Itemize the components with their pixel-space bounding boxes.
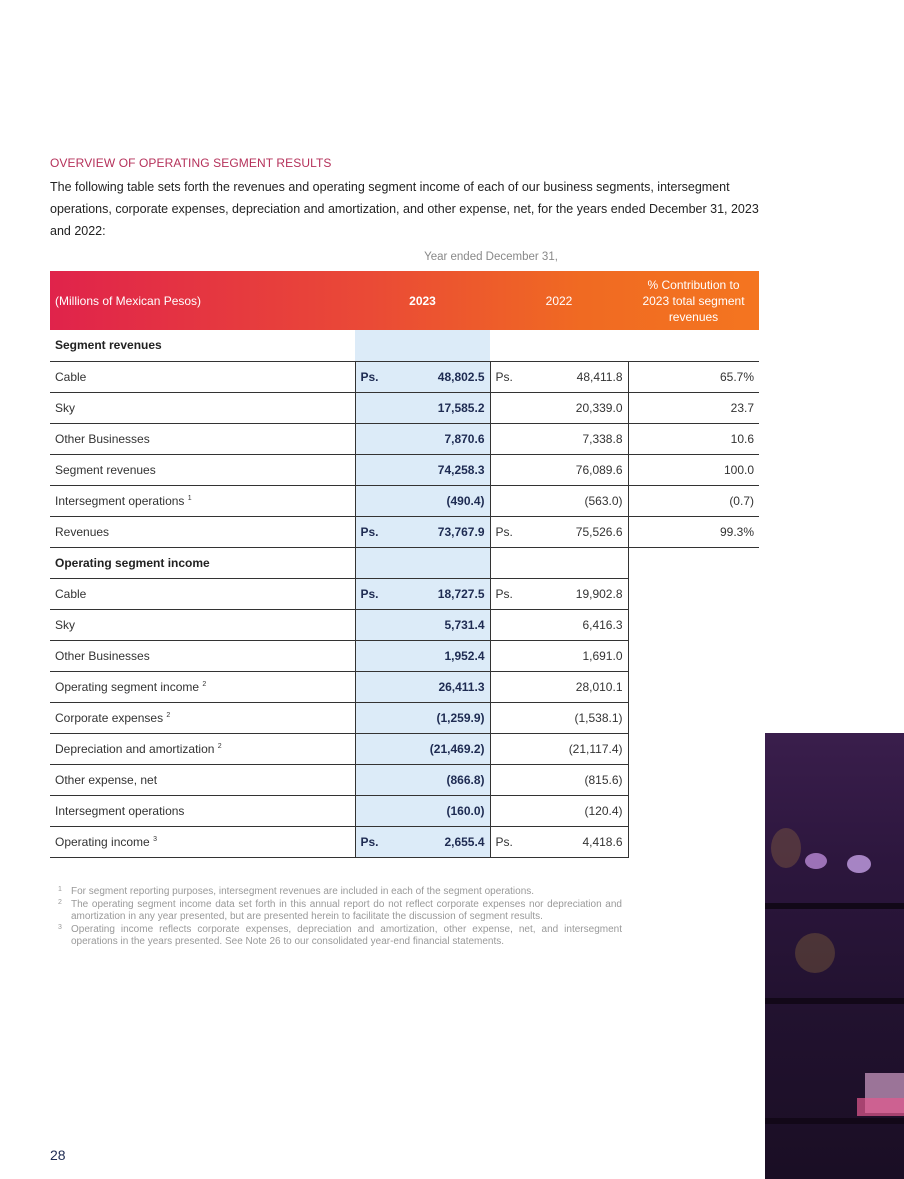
page-number: 28 (50, 1147, 66, 1163)
row-label-text: Intersegment operations (55, 493, 185, 508)
row-label (50, 795, 355, 826)
empty-cell (628, 733, 759, 764)
value-2023 (355, 454, 490, 485)
year-header: Year ended December 31, (424, 251, 558, 263)
currency-label: Ps. (360, 369, 379, 384)
empty-cell (628, 578, 759, 609)
value-2023 (355, 702, 490, 733)
value: 7,338.8 (582, 431, 623, 446)
value: 4,418.6 (582, 834, 623, 849)
empty-cell (628, 826, 759, 857)
row-label (50, 733, 355, 764)
value-2022 (490, 423, 628, 454)
currency-label: Ps. (360, 834, 379, 849)
value: 5,731.4 (444, 617, 485, 632)
footnote-text: For segment reporting purposes, intersegment revenues are included in each of the segment operations. (71, 886, 535, 897)
row-label (50, 423, 355, 454)
value-2023 (355, 578, 490, 609)
section-header-row (50, 547, 759, 578)
footnote-marker: 3 (153, 835, 157, 843)
value: 6,416.3 (582, 617, 623, 632)
contribution-value: 10.6 (628, 423, 759, 454)
value: (490.4) (446, 493, 485, 508)
value: 48,411.8 (576, 369, 623, 384)
value-2023 (355, 795, 490, 826)
currency-label: Ps. (360, 524, 379, 539)
footnote-mark: 2 (58, 898, 62, 906)
value-2022 (490, 392, 628, 423)
value-2023 (355, 392, 490, 423)
contribution-value: 100.0 (628, 454, 759, 485)
empty-cell (628, 764, 759, 795)
value-2022 (490, 826, 628, 857)
value-2023 (355, 361, 490, 392)
value: 1,691.0 (582, 648, 623, 663)
value: 28,010.1 (575, 679, 623, 694)
table-row (50, 361, 759, 392)
table-row (50, 454, 759, 485)
row-label-text: Depreciation and amortization (55, 741, 215, 756)
footnote (56, 886, 622, 899)
value: 7,870.6 (444, 431, 485, 446)
row-label-text: Revenues (55, 524, 110, 539)
decorative-photo (765, 733, 904, 1179)
row-label (50, 671, 355, 702)
table-row (50, 516, 759, 547)
value-2022 (490, 361, 628, 392)
segment-results-table (50, 271, 759, 858)
value-2023 (355, 516, 490, 547)
footnote (56, 899, 622, 924)
footnote-mark: 3 (58, 923, 62, 931)
row-label (50, 361, 355, 392)
value-2023 (355, 640, 490, 671)
value-2022 (490, 702, 628, 733)
row-label (50, 516, 355, 547)
table-row (50, 423, 759, 454)
value-2022 (490, 795, 628, 826)
section-header-row (50, 330, 759, 361)
value: (815.6) (584, 772, 623, 787)
value-2022 (490, 485, 628, 516)
footnote (56, 924, 622, 949)
currency-label: Ps. (495, 369, 513, 384)
row-label (50, 485, 355, 516)
footnotes (56, 886, 622, 949)
contribution-value: (0.7) (628, 485, 759, 516)
value: 19,902.8 (575, 586, 623, 601)
value: (120.4) (584, 803, 623, 818)
value-2022 (490, 454, 628, 485)
value-2022 (490, 516, 628, 547)
row-label (50, 454, 355, 485)
table-row (50, 733, 759, 764)
row-label-text: Corporate expenses (55, 710, 164, 725)
value: 74,258.3 (437, 462, 485, 477)
row-label (50, 764, 355, 795)
row-label (50, 392, 355, 423)
table-row (50, 764, 759, 795)
value-2023 (355, 733, 490, 764)
row-label-text: Intersegment operations (55, 803, 185, 818)
value: (21,117.4) (568, 741, 623, 756)
footnote-mark: 1 (58, 886, 62, 893)
row-label-text: Sky (55, 617, 76, 632)
table-row (50, 392, 759, 423)
contribution-value: 65.7% (628, 361, 759, 392)
table-row (50, 826, 759, 857)
row-label-text: Other Businesses (55, 648, 150, 663)
footnote-text: Operating income reflects corporate expenses, depreciation and amortization, other expense, net, and intersegment operations in the years presented. See Note 26 to our consolidated year-end financial statements. (71, 923, 622, 947)
value: (1,259.9) (436, 710, 485, 725)
row-label-text: Other expense, net (55, 772, 158, 787)
footnote-text: The operating segment income data set forth in this annual report do not reflect corporate expenses nor depreciation and amortization in any year presented, but are presented herein to facilitate the discussion of segment results. (71, 898, 622, 922)
section-title: Operating segment income (50, 547, 355, 578)
row-label-text: Operating segment income (55, 679, 200, 694)
value: 75,526.6 (575, 524, 623, 539)
section-spacer-pct (628, 330, 759, 361)
value: 18,727.5 (437, 586, 485, 601)
value-2022 (490, 764, 628, 795)
row-label (50, 826, 355, 857)
footnote-marker: 2 (217, 742, 222, 750)
intro-paragraph: The following table sets forth the revenues and operating segment income of each of our business segments, intersegment operations, corporate expenses, depreciation and amortization, and other expense, net, for the years ended December 31, 2023 and 2022: (50, 180, 759, 238)
value: 76,089.6 (575, 462, 623, 477)
table-row (50, 640, 759, 671)
row-label-text: Operating income (55, 834, 150, 849)
empty-cell (628, 640, 759, 671)
value-2023 (355, 609, 490, 640)
row-label (50, 609, 355, 640)
section-spacer-pct (628, 547, 759, 578)
contribution-value: 99.3% (628, 516, 759, 547)
value: 20,339.0 (575, 400, 623, 415)
value: 17,585.2 (437, 400, 485, 415)
table-row (50, 795, 759, 826)
section-spacer-2022 (490, 330, 628, 361)
row-label (50, 640, 355, 671)
value: 73,767.9 (437, 524, 485, 539)
value-2023 (355, 764, 490, 795)
column-header-label: (Millions of Mexican Pesos) (55, 293, 202, 308)
value: (563.0) (584, 493, 623, 508)
row-label (50, 578, 355, 609)
table-row (50, 578, 759, 609)
empty-cell (628, 671, 759, 702)
table-header-row (50, 271, 759, 330)
value: 1,952.4 (444, 648, 485, 663)
footnote-marker: 2 (202, 680, 207, 688)
contribution-value: 23.7 (628, 392, 759, 423)
value: 2,655.4 (444, 834, 485, 849)
value-2023 (355, 671, 490, 702)
value-2022 (490, 609, 628, 640)
value-2022 (490, 671, 628, 702)
row-label-text: Cable (55, 586, 87, 601)
value-2022 (490, 578, 628, 609)
section-title: Segment revenues (50, 330, 355, 361)
empty-cell (628, 795, 759, 826)
currency-label: Ps. (360, 586, 379, 601)
value: 48,802.5 (437, 369, 485, 384)
value: (160.0) (446, 803, 485, 818)
row-label-text: Other Businesses (55, 431, 150, 446)
empty-cell (628, 609, 759, 640)
column-header-2023: 2023 (409, 293, 436, 308)
value-2022 (490, 640, 628, 671)
row-label (50, 702, 355, 733)
row-label-text: Sky (55, 400, 76, 415)
column-header-contribution: % Contribution to 2023 total segment revenues (642, 277, 745, 324)
value: (21,469.2) (429, 741, 485, 756)
value-2023 (355, 826, 490, 857)
column-header-2022: 2022 (545, 293, 573, 308)
section-spacer-2023 (355, 330, 490, 361)
table-row (50, 485, 759, 516)
row-label-text: Segment revenues (55, 462, 156, 477)
currency-label: Ps. (495, 586, 513, 601)
empty-cell (628, 702, 759, 733)
value-2023 (355, 423, 490, 454)
table-row (50, 671, 759, 702)
footnote-marker: 2 (166, 711, 171, 719)
currency-label: Ps. (495, 524, 513, 539)
table-row (50, 702, 759, 733)
value: (1,538.1) (574, 710, 623, 725)
value: (866.8) (446, 772, 485, 787)
value: 26,411.3 (438, 679, 485, 694)
value-2023 (355, 485, 490, 516)
footnote-marker: 1 (187, 494, 192, 502)
section-spacer-2023 (355, 547, 490, 578)
value-2022 (490, 733, 628, 764)
row-label-text: Cable (55, 369, 87, 384)
section-spacer-2022 (490, 547, 628, 578)
section-heading: OVERVIEW OF OPERATING SEGMENT RESULTS (50, 156, 332, 170)
table-row (50, 609, 759, 640)
currency-label: Ps. (495, 834, 513, 849)
